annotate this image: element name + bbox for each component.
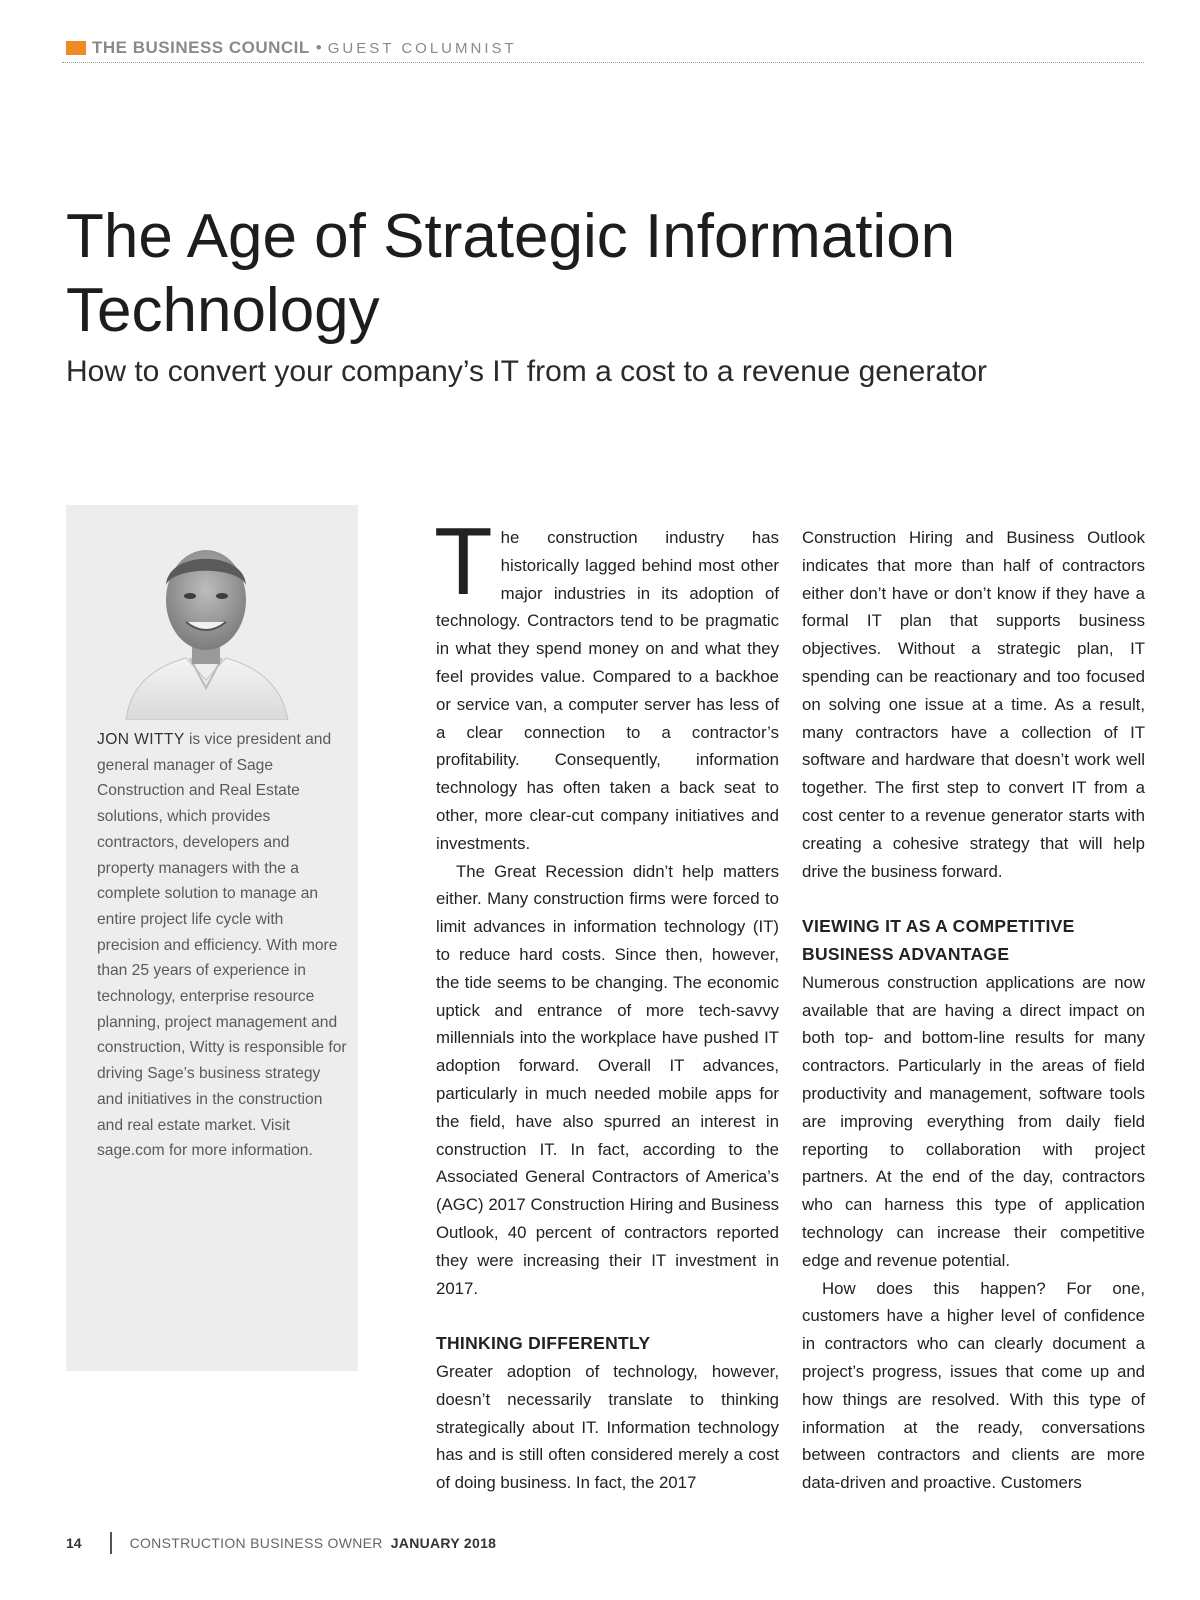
body-paragraph: Construction Hiring and Business Outlook indicates that more than half of contractors either don’t have or don’t know if they have a formal IT plan that supports business objectives. Without a strategic plan, IT spending can be reactionary and too focused on solving one issue at a time. As a result, many contractors have a collection of IT software and hardware that doesn’t work well together. The first step to convert IT from a cost center to a revenue generator starts with creating a cohesive strategy that will help drive the business forward. bbox=[802, 528, 1145, 881]
author-bio bbox=[97, 727, 347, 1164]
author-portrait bbox=[106, 530, 306, 720]
section-subhead: THINKING DIFFERENTLY bbox=[436, 1333, 651, 1354]
author-sidebar bbox=[66, 505, 358, 1371]
footer-divider bbox=[110, 1532, 112, 1554]
magazine-name: CONSTRUCTION BUSINESS OWNER bbox=[129, 1535, 383, 1551]
drop-cap: T bbox=[434, 508, 493, 615]
section-subhead: VIEWING IT AS A COMPETITIVE BUSINESS ADVANTAGE bbox=[802, 916, 1075, 964]
author-bio-text: is vice president and general manager of Sage Construction and Real Estate solutions, which provides contractors, developers and property managers with the a complete solution to manage an entire project life cycle with precision and efficiency. With more than 25 years of experience in technology, enterprise resource planning, project management and construction, Witty is responsible for driving Sage’s business strategy and initiatives in the construction and real estate market. Visit sage.com for more information. bbox=[97, 731, 347, 1160]
header-divider bbox=[62, 62, 1144, 63]
header-separator: • bbox=[315, 38, 322, 57]
section-label: GUEST COLUMNIST bbox=[327, 39, 517, 57]
paragraph-text: he construction industry has historically lagged behind most other major industries in its adoption of technology. Contractors tend to be pragmatic in what they spend money on and what they feel provides value. Compared to a backhoe or service van, a computer server has less of a clear connection to a contractor’s profitability. Consequently, information technology has often taken a back seat to other, more clear-cut company initiatives and investments. bbox=[436, 528, 779, 853]
body-paragraph: How does this happen? For one, customers have a higher level of confidence in contractors who can clearly document a project’s progress, issues that come up and how things are resolved. With this type of information at the ready, conversations between contractors and clients are more data-driven and proactive. Customers bbox=[802, 1278, 1145, 1493]
article-column-1 bbox=[434, 508, 779, 1497]
body-paragraph: Numerous construction applications are now available that are having a direct impact on both top- and bottom-line results for many contractors. Particularly in the areas of field productivity and management, software tools are improving everything from daily field reporting to collaboration with project partners. At the end of the day, contractors who can harness this type of application technology can increase their competitive edge and revenue potential. bbox=[802, 972, 1145, 1270]
issue-date: JANUARY 2018 bbox=[390, 1535, 497, 1551]
section-header bbox=[66, 38, 517, 58]
page-footer bbox=[66, 1532, 496, 1554]
section-name: THE BUSINESS COUNCIL bbox=[92, 38, 310, 57]
article-title: The Age of Strategic Information Technology bbox=[66, 202, 956, 345]
orange-square-icon bbox=[66, 41, 86, 55]
author-name: JON WITTY bbox=[97, 731, 185, 748]
page-number: 14 bbox=[66, 1535, 82, 1551]
body-paragraph: Greater adoption of technology, however, doesn’t necessarily translate to thinking strategically about IT. Information technology has and is still often considered merely a cost of doing business. In fact, the 2017 bbox=[436, 1361, 779, 1493]
article-subtitle: How to convert your company’s IT from a cost to a revenue generator bbox=[66, 355, 988, 388]
body-paragraph: The Great Recession didn’t help matters either. Many construction firms were forced to limit advances in information technology (IT) to reduce hard costs. Since then, however, the tide seems to be changing. The economic uptick and entrance of more tech-savvy millennials into the workplace have pushed IT adoption forward. Overall IT advances, particularly in much needed mobile apps for the field, have also spurred an interest in construction IT. In fact, according to the Associated General Contractors of America’s (AGC) 2017 Construction Hiring and Business Outlook, 40 percent of contractors reported they were increasing their IT investment in 2017. bbox=[436, 861, 779, 1298]
article-column-2 bbox=[802, 524, 1145, 1497]
body-paragraph bbox=[434, 508, 779, 858]
